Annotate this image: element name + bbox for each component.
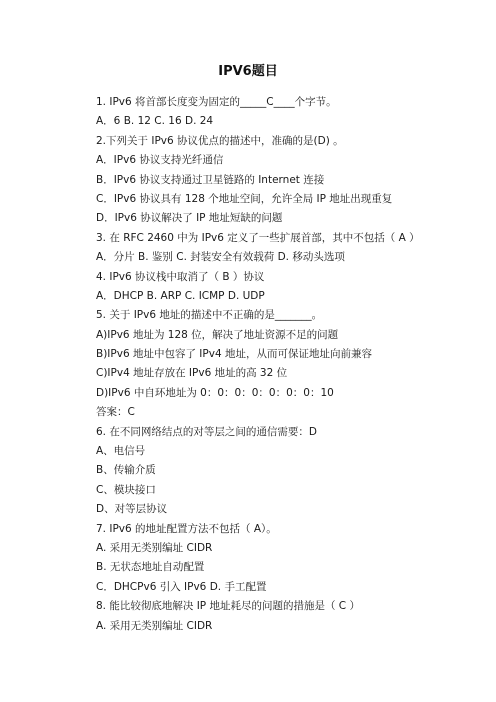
text-line: A)IPv6 地址为 128 位，解决了地址资源不足的问题 <box>96 328 339 341</box>
text-line: 5. 关于 IPv6 地址的描述中不正确的是_______。 <box>96 309 323 322</box>
page-title: IPV6题目 <box>218 64 278 79</box>
text-line: 1. IPv6 将首部长度变为固定的_____C____个字节。 <box>96 96 337 108</box>
question-list <box>96 93 486 636</box>
text-line: A、电信号 <box>96 445 146 458</box>
text-line: 7. IPv6 的地址配置方法不包括（ A）。 <box>96 522 277 535</box>
text-line: A．DHCP B. ARP C. ICMP D. UDP <box>96 289 265 302</box>
text-line: 4. IPv6 协议栈中取消了（ B ）协议 <box>96 270 265 283</box>
text-line: C)IPv4 地址存放在 IPv6 地址的高 32 位 <box>96 367 288 380</box>
text-line: 2.下列关于 IPv6 协议优点的描述中，准确的是(D) 。 <box>96 134 344 147</box>
text-line: A．分片 B. 鉴别 C. 封装安全有效载荷 D. 移动头选项 <box>96 251 345 264</box>
text-line: C．IPv6 协议具有 128 个地址空间，允许全局 IP 地址出现重复 <box>96 192 393 205</box>
text-line: B. 无状态地址自动配置 <box>96 561 205 574</box>
text-line: D、对等层协议 <box>96 503 168 516</box>
text-line: A．IPv6 协议支持光纤通信 <box>96 154 224 167</box>
text-line: B)IPv6 地址中包容了 IPv4 地址，从而可保证地址向前兼容 <box>96 348 372 361</box>
text-line: D)IPv6 中自环地址为 0：0：0：0：0：0：0：10 <box>96 386 334 399</box>
text-line: C、模块接口 <box>96 483 156 496</box>
text-line: 答案：C <box>96 406 135 419</box>
text-line: A．6 B. 12 C. 16 D. 24 <box>96 115 214 128</box>
text-line: 8. 能比较彻底地解决 IP 地址耗尽的问题的措施是（ C ） <box>96 600 360 613</box>
text-line: A. 采用无类别编址 CIDR <box>96 619 213 632</box>
text-line: A. 采用无类别编址 CIDR <box>96 541 213 554</box>
text-line: D．IPv6 协议解决了 IP 地址短缺的问题 <box>96 212 283 225</box>
text-line: B．IPv6 协议支持通过卫星链路的 Internet 连接 <box>96 173 325 186</box>
text-line: 6. 在不同网络结点的对等层之间的通信需要：D <box>96 425 317 438</box>
text-line: 3. 在 RFC 2460 中为 IPv6 定义了一些扩展首部，其中不包括（ A ） <box>96 231 420 244</box>
text-line: C．DHCPv6 引入 IPv6 D. 手工配置 <box>96 580 267 593</box>
text-line: B、传输介质 <box>96 464 156 477</box>
